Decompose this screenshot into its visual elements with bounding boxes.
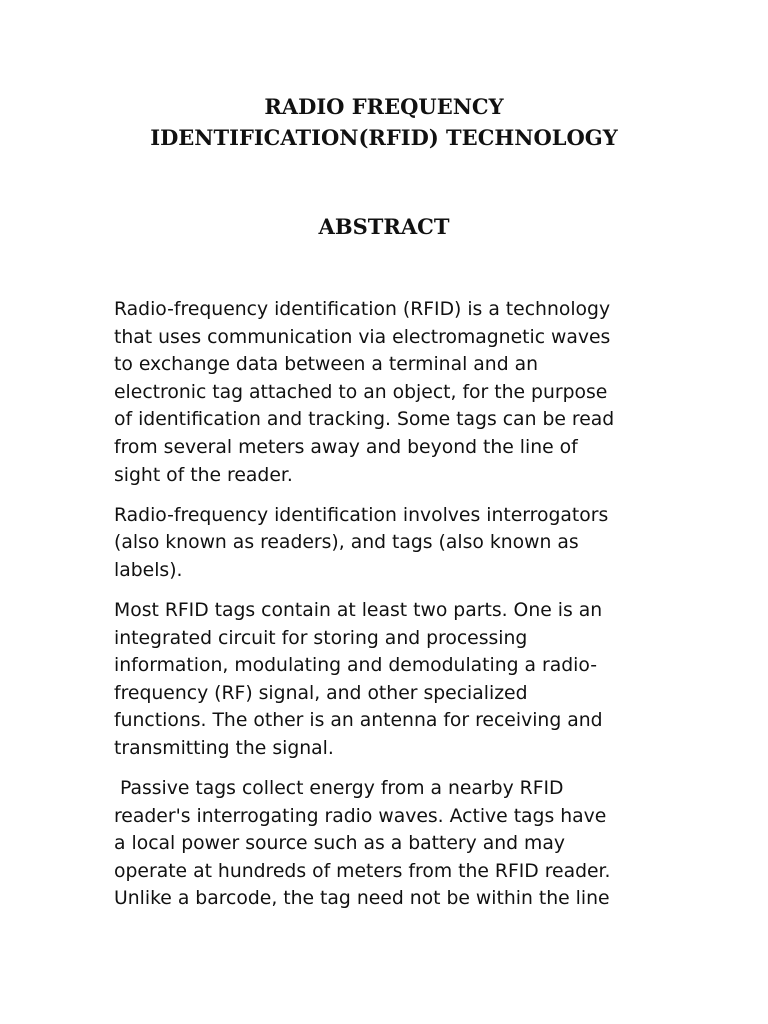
paragraph-interrogators: [114, 502, 662, 585]
text-line: functions. The other is an antenna for receiving and: [114, 710, 603, 732]
abstract-heading: ABSTRACT: [318, 214, 450, 239]
text-line: integrated circuit for storing and processing: [114, 627, 528, 649]
text-line: frequency (RF) signal, and other specialized: [114, 682, 528, 704]
paragraph-rfid-definition: [114, 296, 662, 489]
paragraph-passive-active-tags: [114, 775, 662, 913]
text-line: reader's interrogating radio waves. Active tags have: [114, 805, 607, 827]
text-line: (also known as readers), and tags (also known as: [114, 532, 579, 554]
text-line: to exchange data between a terminal and an: [114, 354, 538, 376]
text-line: electronic tag attached to an object, for the purpose: [114, 381, 608, 403]
text-line: sight of the reader.: [114, 464, 293, 486]
title-line: RADIO FREQUENCY: [264, 94, 504, 119]
text-line: information, modulating and demodulating a radio-: [114, 655, 598, 677]
text-line: Passive tags collect energy from a nearby RFID: [114, 778, 564, 799]
document-title: [0, 91, 768, 153]
text-line: of identification and tracking. Some tags can be read: [114, 409, 615, 431]
abstract-body: [114, 296, 662, 925]
text-line: from several meters away and beyond the line of: [114, 436, 578, 458]
text-line: Radio-frequency identification (RFID) is a technology: [114, 299, 611, 320]
text-line: operate at hundreds of meters from the RFID reader.: [114, 860, 611, 882]
text-line: Radio-frequency identification involves interrogators: [114, 504, 609, 526]
text-line: labels).: [114, 559, 183, 581]
text-line: transmitting the signal.: [114, 737, 334, 759]
text-line: a local power source such as a battery and may: [114, 833, 565, 855]
paragraph-tag-parts: [114, 597, 662, 763]
text-line: Most RFID tags contain at least two parts. One is an: [114, 599, 603, 621]
text-line: Unlike a barcode, the tag need not be within the line: [114, 888, 610, 910]
text-line: that uses communication via electromagnetic waves: [114, 326, 611, 348]
title-line: IDENTIFICATION(RFID) TECHNOLOGY: [150, 125, 618, 150]
